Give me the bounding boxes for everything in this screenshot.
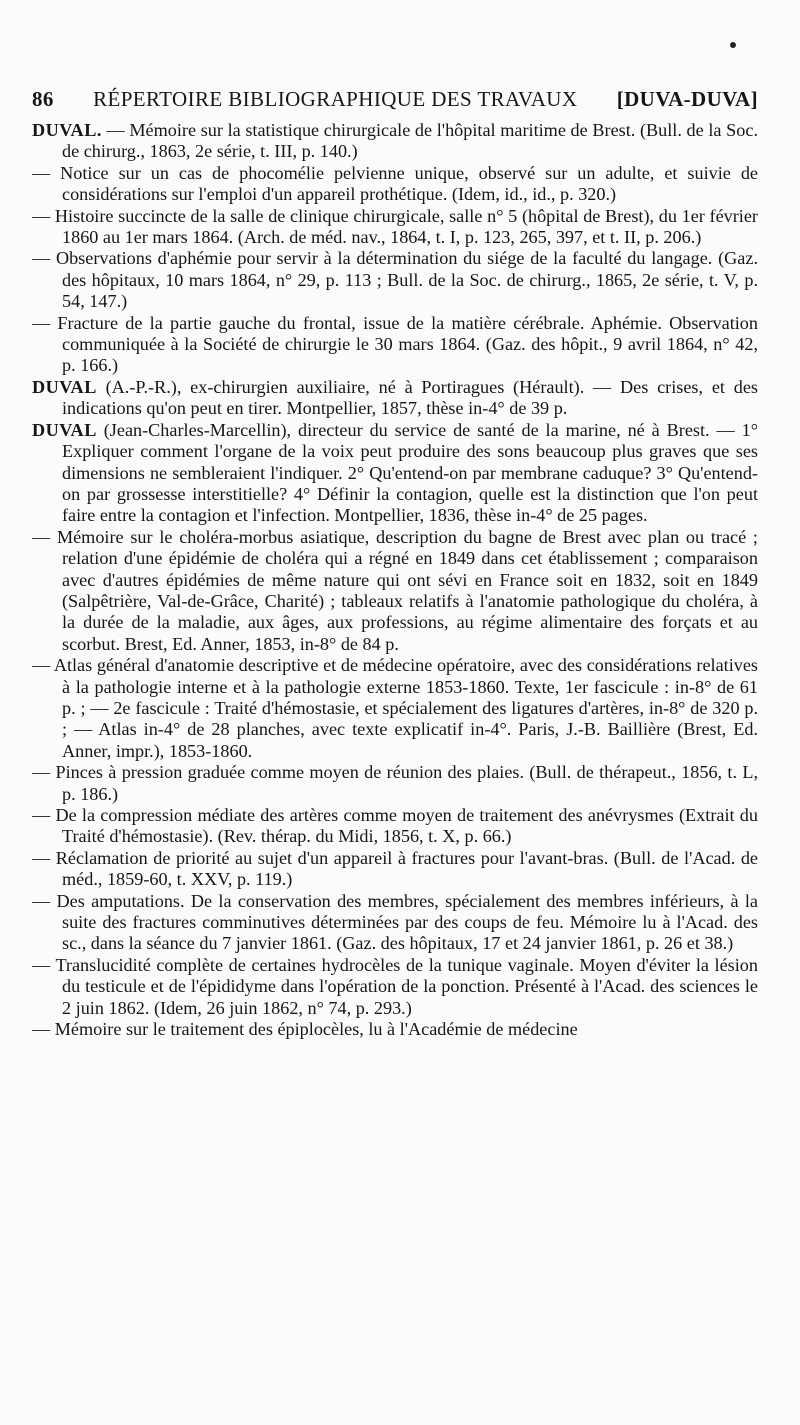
entry-text: — Des amputations. De la conservation des membres, spécialement des membres inférieurs, à la suite des fractures comminutives déterminées par des coups de feu. Mémoire lu à l'Acad. des sc., dans la séance du 7 janvier 1861. (Gaz. des hôpitaux, 17 et 24 janvier 1861, p. 26 et 38.): [32, 890, 758, 954]
bibliography-entry: [32, 120, 758, 163]
entry-text: — Mémoire sur la statistique chirurgicale de l'hôpital maritime de Brest. (Bull. de la Soc. de chirurg., 1863, 2e série, t. III, p. 140.): [62, 120, 758, 162]
bibliography-entry: [32, 163, 758, 206]
entry-text: — Translucidité complète de certaines hydrocèles de la tunique vaginale. Moyen d'éviter la lésion du testicule et de l'épididyme dans l'opération de la ponction. Présenté à l'Acad. des sciences le 2 juin 1862. (Idem, 26 juin 1862, n° 74, p. 293.): [32, 954, 758, 1018]
entry-text: (A.-P.-R.), ex-chirurgien auxiliaire, né à Portiragues (Hérault). — Des crises, et des indications qu'on peut en tirer. Montpellier, 1857, thèse in-4° de 39 p.: [62, 376, 758, 419]
bibliography-entry: [32, 1019, 758, 1040]
entry-text: — Mémoire sur le choléra-morbus asiatique, description du bagne de Brest avec plan ou tracé ; relation d'une épidémie de choléra qui a régné en 1849 dans cet établissement ; comparaison avec d'autres épidémies de même nature qui ont sévi en France soit en 1832, soit en 1849 (Salpêtrière, Val-de-Grâce, Charité) ; tableaux relatifs à l'anatomie pathologique du choléra, à la durée de la maladie, aux âges, aux professions, au régime alimentaire des forçats et au scorbut. Brest, Ed. Anner, 1853, in-8° de 84 p.: [32, 526, 758, 654]
entry-text: — Notice sur un cas de phocomélie pelvienne unique, observé sur un adulte, et suivie de considérations sur l'emploi d'un appareil prothétique. (Idem, id., id., p. 320.): [32, 162, 758, 205]
bibliography-entry: [32, 420, 758, 527]
bibliography-entry: [32, 762, 758, 805]
bibliography-body: [32, 120, 758, 1040]
bibliography-entry: [32, 206, 758, 249]
author-name: DUVAL.: [32, 120, 102, 140]
bibliography-entry: [32, 848, 758, 891]
bibliography-entry: [32, 248, 758, 312]
entry-text: — Histoire succincte de la salle de clinique chirurgicale, salle n° 5 (hôpital de Brest), du 1er février 1860 au 1er mars 1864. (Arch. de méd. nav., 1864, t. I, p. 123, 265, 397, et t. II, p. 206.): [32, 205, 758, 248]
running-title: RÉPERTOIRE BIBLIOGRAPHIQUE DES TRAVAUX: [93, 87, 578, 111]
bibliography-entry: [32, 955, 758, 1019]
bibliography-entry: [32, 377, 758, 420]
entry-text: — Observations d'aphémie pour servir à la détermination du siége de la faculté du langage. (Gaz. des hôpitaux, 10 mars 1864, n° 29, p. 113 ; Bull. de la Soc. de chirurg., 1865, 2e série, t. V, p. 54, 147.): [32, 248, 758, 312]
bibliography-entry: [32, 527, 758, 655]
author-name: DUVAL: [32, 376, 97, 397]
entry-text: — Réclamation de priorité au sujet d'un appareil à fractures pour l'avant-bras. (Bull. de l'Acad. de méd., 1859-60, t. XXV, p. 119.): [32, 847, 758, 890]
entry-range: [DUVA-DUVA]: [616, 87, 758, 111]
bibliography-entry: [32, 313, 758, 377]
bibliography-entry: [32, 655, 758, 762]
entry-text: — Pinces à pression graduée comme moyen de réunion des plaies. (Bull. de thérapeut., 1856, t. L, p. 186.): [32, 762, 758, 804]
entry-text: — De la compression médiate des artères comme moyen de traitement des anévrysmes (Extrait du Traité d'hémostasie). (Rev. thérap. du Midi, 1856, t. X, p. 66.): [32, 805, 758, 847]
author-name: DUVAL: [32, 419, 97, 440]
bibliography-entry: [32, 805, 758, 848]
page-number: 86: [32, 87, 54, 111]
entry-text: — Fracture de la partie gauche du frontal, issue de la matière cérébrale. Aphémie. Observation communiquée à la Société de chirurgie le 30 mars 1864. (Gaz. des hôpit., 9 avril 1864, n° 42, p. 166.): [32, 312, 758, 376]
entry-text: — Mémoire sur le traitement des épiplocèles, lu à l'Académie de médecine: [32, 1019, 578, 1040]
entry-text: (Jean-Charles-Marcellin), directeur du service de santé de la marine, né à Brest. — 1° Expliquer comment l'organe de la voix peut produire des sons beaucoup plus graves que ses dimensions ne sembleraient l'indiquer. 2° Qu'entend-on par membrane caduque? 3° Qu'entend-on par grossesse interstitielle? 4° Définir la contagion, quelle est la distinction que l'on peut faire entre la contagion et l'infection. Montpellier, 1836, thèse in-4° de 25 pages.: [62, 419, 758, 526]
bibliography-entry: [32, 891, 758, 955]
ink-speck: [730, 42, 736, 48]
running-header: [32, 87, 758, 112]
entry-text: — Atlas général d'anatomie descriptive et de médecine opératoire, avec des considérations relatives à la pathologie interne et à la pathologie externe 1853-1860. Texte, 1er fascicule : in-8° de 61 p. ; — 2e fascicule : Traité d'hémostasie, et spécialement des ligatures d'artères, in-8° de 320 p. ; — Atlas in-4° de 28 planches, avec texte explicatif in-4°. Paris, J.-B. Baillière (Brest, Ed. Anner, impr.), 1853-1860.: [32, 655, 758, 761]
